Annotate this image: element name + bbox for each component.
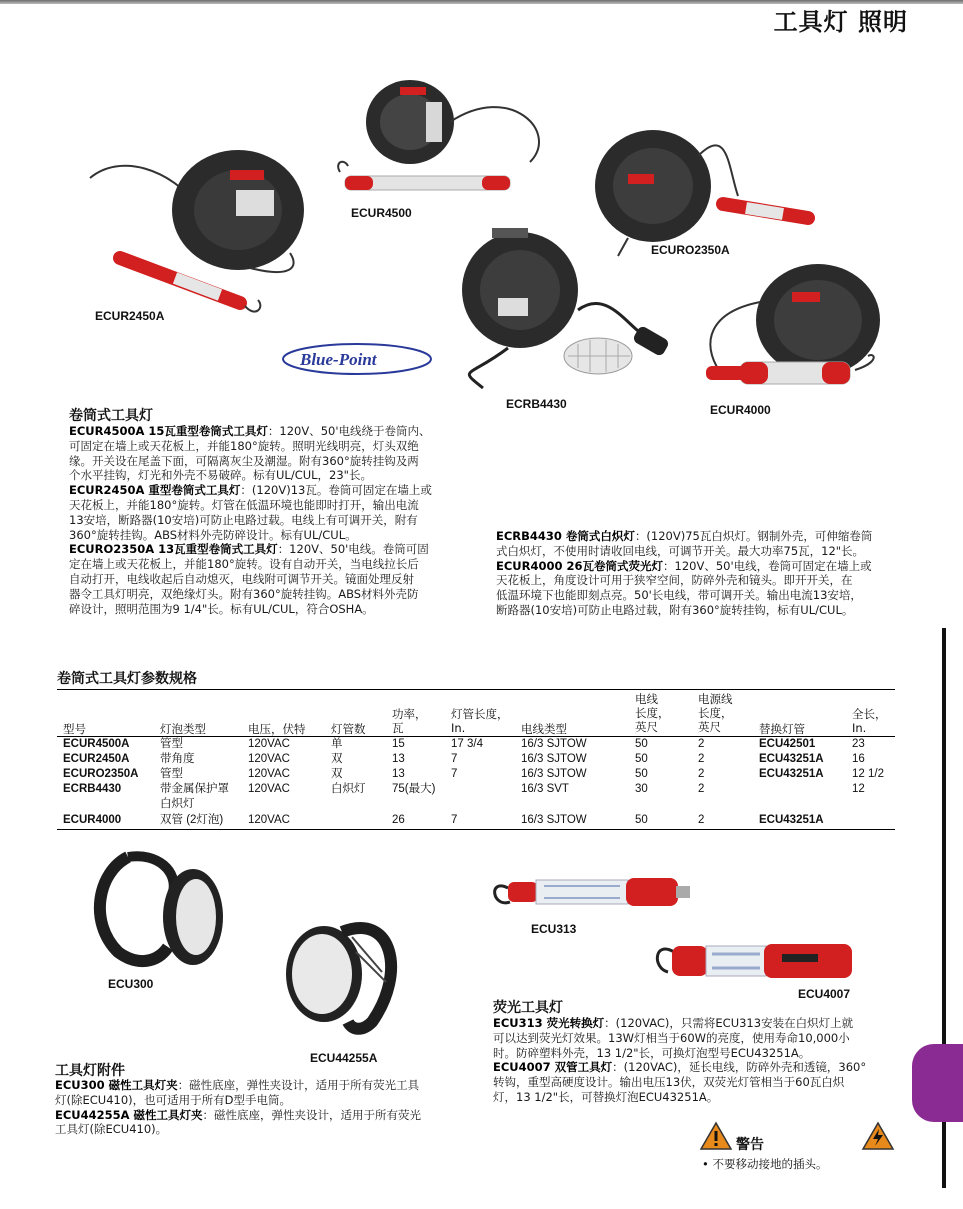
cell-bulb: 带金属保护罩: [160, 783, 229, 795]
ecu4007-line: ：(120VAC)，延长电线，防碎外壳和透镜，360°: [612, 1060, 867, 1075]
ecur2450a-line: 360°旋转挂钩。ABS材料外壳防碎设计。标有UL/CUL。: [69, 527, 357, 542]
fluorescent-title: 荧光工具灯: [493, 1000, 563, 1016]
header-tube-unit: In.: [451, 721, 466, 735]
ecur4500a-line: 缘。开关设在尾盖下面，可隔离灰尘及潮湿。附有360°旋转挂钩及两: [69, 453, 419, 468]
ecur4000-line: 断路器(10安培)可防止电路过载，附有360°旋转挂钩，标有UL/CUL。: [496, 602, 854, 617]
ecu313-line: 可以达到荧光灯效果。13W灯相当于60W的亮度，使用寿命10,000小: [493, 1030, 850, 1045]
ecur2450a-head: ECUR2450A 重型卷筒式工具灯: [69, 483, 241, 498]
section-tab[interactable]: [912, 1044, 963, 1122]
cell-bulb: 管型: [160, 768, 183, 780]
cell-power-cord-length: 2: [698, 768, 705, 780]
spec-table-title: 卷筒式工具灯参数规格: [57, 671, 197, 687]
ecu313-line: 时。防碎塑料外壳，13 1/2"长，可换灯泡型号ECU43251A。: [493, 1045, 811, 1060]
header-bulb: 灯泡类型: [160, 722, 206, 736]
ecu4007-image: [652, 938, 857, 984]
header-cord-unit: 英尺: [635, 720, 658, 734]
caption-ecu4007: ECU4007: [798, 987, 851, 1001]
ecur4500a-line: 可固定在墙上或天花板上，并能180°旋转。照明光线明亮，灯头双绝: [69, 438, 419, 453]
ecu313-head: ECU313 荧光转换灯: [493, 1016, 605, 1030]
header-power-cord: 电源线: [698, 692, 733, 706]
cell-power-cord-length: 2: [698, 814, 705, 826]
ecu300-head: ECU300 磁性工具灯夹: [55, 1078, 178, 1092]
cell-cord-length: 50: [635, 738, 648, 750]
cell-replacement: ECU43251A: [759, 814, 824, 826]
table-header-rule: [57, 736, 895, 737]
cell-count: 单: [331, 738, 343, 750]
header-length-unit: In.: [852, 721, 867, 735]
header-replacement: 替换灯管: [759, 722, 805, 736]
header-power-unit: 瓦: [392, 721, 404, 735]
cell-voltage: 120VAC: [248, 738, 290, 750]
cell-power: 15: [392, 738, 405, 750]
cell-cord-length: 30: [635, 783, 648, 795]
header-cord-length: 电线: [635, 692, 658, 706]
ecu313-image: [488, 868, 700, 918]
ecur4000-line: ：120V、50'电线，卷筒可固定在墙上或: [663, 558, 872, 573]
ecur2450a-line: 13安培，断路器(10安培)可防止电路过载。电线上有可调开关，附有: [69, 512, 418, 527]
caption-ecuro2350a: ECURO2350A: [651, 243, 730, 257]
cell-power-cord-length: 2: [698, 738, 705, 750]
ecu44255a-line: 工具灯(除ECU410)。: [55, 1122, 168, 1137]
ecur4000-line: 低温环境下也能即刻点亮。50'长电线，带可调开关。输出电流13安培，: [496, 588, 862, 603]
header-model: 型号: [63, 722, 86, 736]
warning-bullet: • 不要移动接地的插头。: [702, 1157, 828, 1171]
ecu44255a-image: [282, 912, 400, 1042]
cell-cord-length: 50: [635, 814, 648, 826]
cell-bulb: 管型: [160, 738, 183, 750]
table-top-rule: [57, 689, 895, 690]
svg-text:Blue-Point: Blue-Point: [300, 350, 377, 369]
ecuro2350a-line: 器令工具灯明亮，双绝缘灯头。附有360°旋转挂钩。ABS材料外壳防: [69, 586, 419, 601]
cell-count: 双: [331, 768, 343, 780]
table-bottom-rule: [57, 829, 895, 830]
header-power-cord: 长度，: [698, 706, 733, 720]
blue-point-logo: [282, 342, 432, 376]
ecur4500a-line: 个水平挂钩，灯光和外壳不易破碎。标有UL/CUL，23"长。: [69, 468, 372, 483]
header-tube-length: 灯管长度，: [451, 707, 509, 721]
header-power-cord-unit: 英尺: [698, 720, 721, 734]
caption-ecur2450a: ECUR2450A: [95, 309, 165, 323]
ecu44255a-line: ：磁性底座，弹性夹设计，适用于所有荧光: [202, 1107, 422, 1122]
accessories-title: 工具灯附件: [55, 1063, 125, 1079]
accessories-text: [55, 1078, 475, 1137]
ecur2450a-line: 天花板上，并能180°旋转。灯管在低温环境也能即时打开，输出电流: [69, 497, 419, 512]
ecuro2350a-head: ECURO2350A 13瓦重型卷筒式工具灯: [69, 542, 278, 557]
ecrb4430-line: ：(120V)75瓦白炽灯。钢制外壳，可伸缩卷筒: [634, 529, 873, 543]
cell-model: ECUR4000: [63, 814, 122, 826]
ecur4500-image: [340, 72, 550, 202]
cell-model: ECUR4500A: [63, 738, 130, 750]
ecuro2350a-line: ：120V、50'电线。卷筒可固: [277, 542, 429, 557]
ecu4007-head: ECU4007 双管工具灯: [493, 1060, 613, 1075]
cell-voltage: 120VAC: [248, 753, 290, 765]
cell-tube: 7: [451, 768, 458, 780]
cell-tube: 7: [451, 814, 458, 826]
reel-left-text: [69, 424, 469, 616]
ecur4000-image: [700, 262, 900, 412]
ecur4500a-head: ECUR4500A 15瓦重型卷筒式工具灯: [69, 424, 268, 438]
cell-power: 13: [392, 768, 405, 780]
cell-length: 12 1/2: [852, 768, 884, 780]
fluorescent-text: [493, 1016, 903, 1105]
caption-ecu300: ECU300: [108, 977, 154, 991]
caption-ecu44255a: ECU44255A: [310, 1051, 378, 1065]
cell-power-cord-length: 2: [698, 783, 705, 795]
electric-hazard-icon: [862, 1121, 894, 1151]
cell-cord-length: 50: [635, 753, 648, 765]
cell-length: 16: [852, 753, 865, 765]
cell-replacement: ECU43251A: [759, 753, 824, 765]
caption-ecur4000: ECUR4000: [710, 403, 771, 417]
header-cord-type: 电线类型: [521, 722, 567, 736]
caption-ecu313: ECU313: [531, 922, 577, 936]
cell-count: 双: [331, 753, 343, 765]
cell-cord-type: 16/3 SJTOW: [521, 768, 587, 780]
ecuro2350a-line: 碎设计，照明范围为9 1/4"长。标有UL/CUL，符合OSHA。: [69, 601, 374, 616]
header-power: 功率，: [392, 707, 427, 721]
cell-voltage: 120VAC: [248, 814, 290, 826]
warning-title: 警告: [736, 1137, 764, 1153]
header-count: 灯管数: [331, 722, 366, 736]
cell-cord-type: 16/3 SJTOW: [521, 738, 587, 750]
ecu300-line: 灯(除ECU410)，也可适用于所有D型手电筒。: [55, 1092, 291, 1107]
cell-tube: 17 3/4: [451, 738, 483, 750]
ecrb4430-head: ECRB4430 卷筒式白炽灯: [496, 529, 635, 543]
caption-ecrb4430: ECRB4430: [506, 397, 567, 411]
reel-section-title: 卷筒式工具灯: [69, 408, 153, 424]
cell-bulb: 带角度: [160, 753, 195, 765]
cell-cord-type: 16/3 SVT: [521, 783, 569, 795]
ecrb4430-image: [458, 228, 678, 394]
cell-cord-type: 16/3 SJTOW: [521, 814, 587, 826]
cell-cord-type: 16/3 SJTOW: [521, 753, 587, 765]
ecu313-line: ：(120VAC)，只需将ECU313安装在白炽灯上就: [604, 1016, 854, 1030]
cell-power: 13: [392, 753, 405, 765]
cell-power-cord-length: 2: [698, 753, 705, 765]
cell-cord-length: 50: [635, 768, 648, 780]
cell-model: ECURO2350A: [63, 768, 139, 780]
caption-ecur4500: ECUR4500: [351, 206, 412, 220]
cell-power: 26: [392, 814, 405, 826]
cell-replacement: ECU43251A: [759, 768, 824, 780]
ecur2450a-image: [80, 148, 310, 328]
cell-bulb: 双管 (2灯泡): [160, 814, 224, 826]
page-title: 工具灯 照明: [773, 8, 908, 36]
ecuro2350a-line: 定在墙上或天花板上，并能180°旋转。设有自动开关，当电线拉长后: [69, 557, 419, 572]
ecur4500a-line: ：120V、50'电线绕于卷筒内、: [267, 424, 431, 438]
cell-model: ECRB4430: [63, 783, 122, 795]
ecrb4430-line: 式白炽灯，不使用时请收回电线，可调节开关。最大功率75瓦，12"长。: [496, 543, 865, 558]
ecu300-image: [88, 852, 228, 972]
ecu4007-line: 转钩，重型高硬度设计。输出电压13伏，双荧光灯管相当于60瓦白炽: [493, 1075, 845, 1090]
cell-voltage: 120VAC: [248, 783, 290, 795]
ecu300-line: ：磁性底座，弹性夹设计，适用于所有荧光工具: [177, 1078, 420, 1092]
ecur2450a-line: ：(120V)13瓦。卷筒可固定在墙上或: [240, 483, 432, 498]
header-cord-length: 长度，: [635, 706, 670, 720]
header-length: 全长，: [852, 707, 887, 721]
warning-triangle-icon: [700, 1121, 732, 1151]
ecu44255a-head: ECU44255A 磁性工具灯夹: [55, 1107, 203, 1122]
cell-length: 12: [852, 783, 865, 795]
cell-model: ECUR2450A: [63, 753, 130, 765]
reel-right-text: [496, 529, 916, 618]
ecuro2350a-line: 自动打开，电线收起后自动熄灭，电线附可调节开关。镜面处理反射: [69, 571, 414, 586]
cell-power: 75(最大): [392, 783, 436, 795]
cell-replacement: ECU42501: [759, 738, 816, 750]
ecur4000-line: 天花板上，角度设计可用于狭窄空间，防碎外壳和镜头。即开开关，在: [496, 573, 853, 588]
cell-tube: 7: [451, 753, 458, 765]
header-voltage: 电压，伏特: [248, 722, 306, 736]
ecu4007-line: 灯，13 1/2"长，可替换灯泡ECU43251A。: [493, 1089, 719, 1104]
cell-voltage: 120VAC: [248, 768, 290, 780]
cell-length: 23: [852, 738, 865, 750]
cell-bulb-line2: 白炽灯: [160, 798, 195, 810]
ecur4000-head: ECUR4000 26瓦卷筒式荧光灯: [496, 558, 664, 573]
cell-count: 白炽灯: [331, 783, 366, 795]
